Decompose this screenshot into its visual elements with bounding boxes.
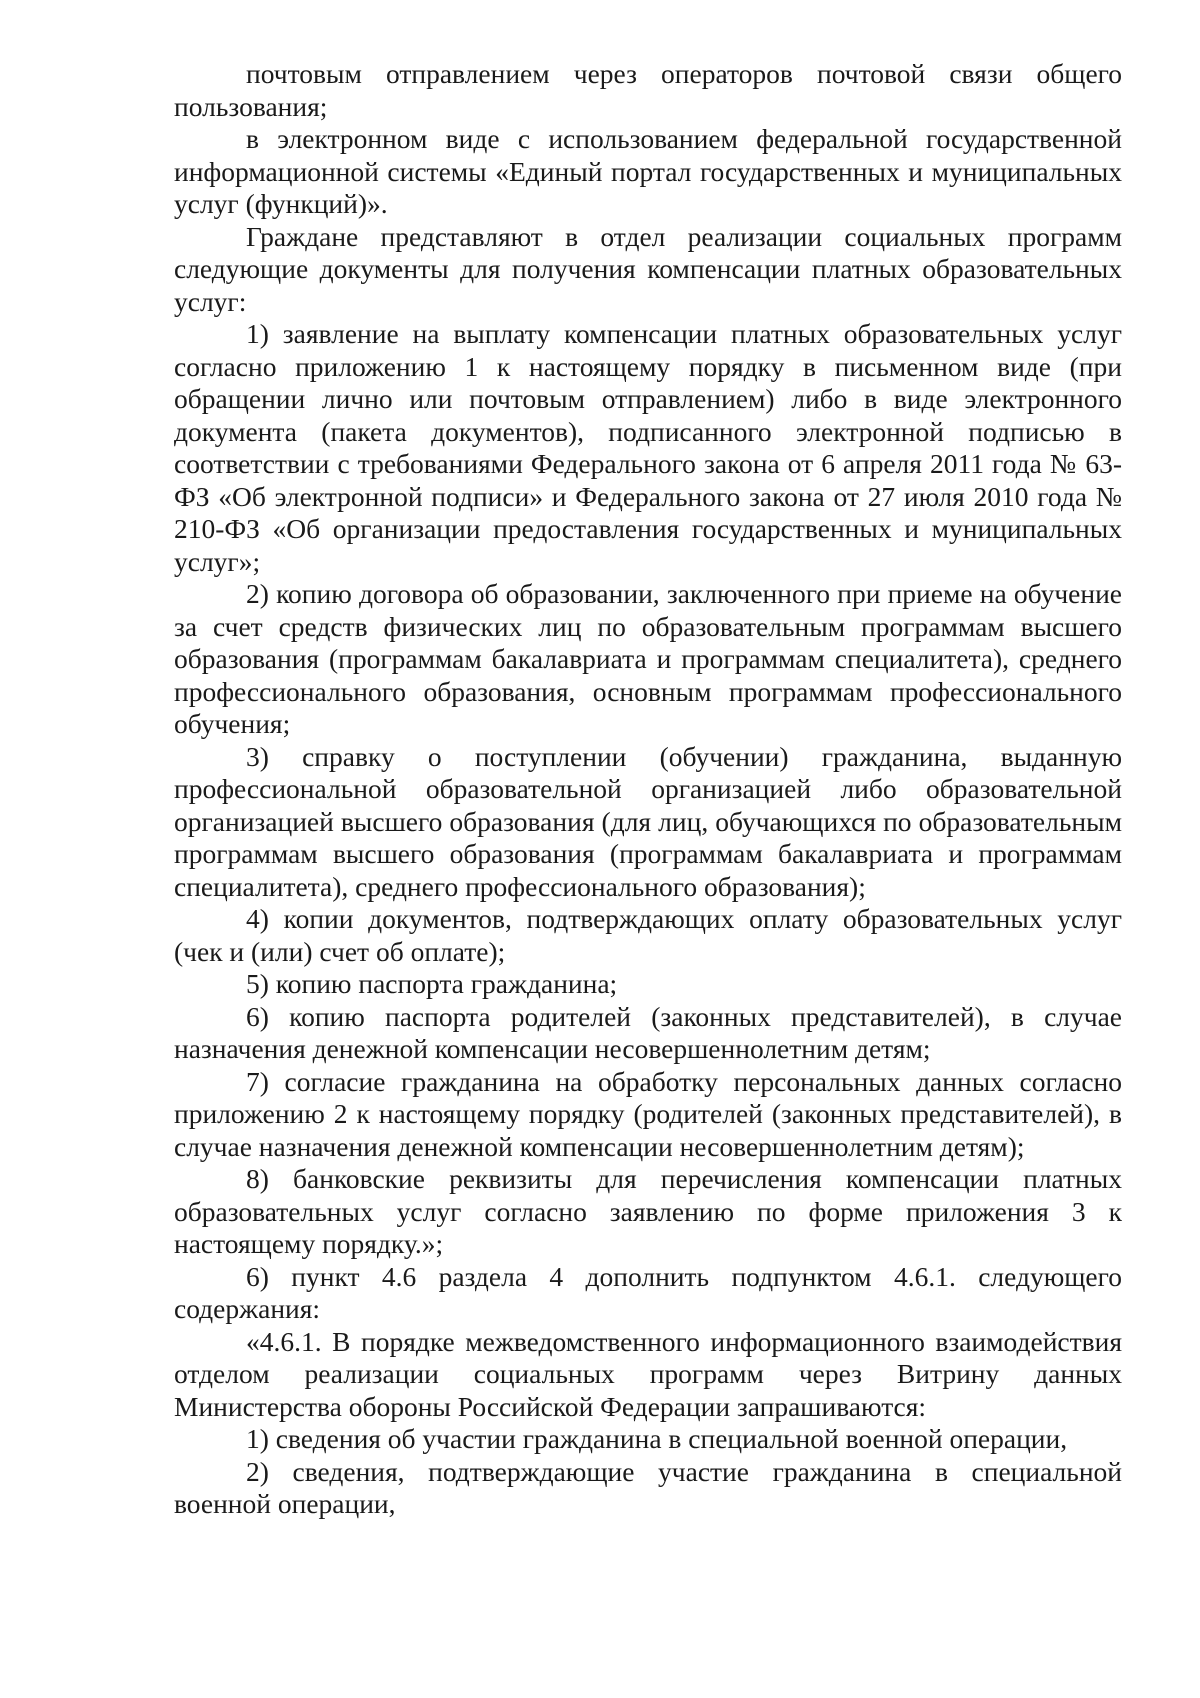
document-page: [174, 58, 1122, 1521]
paragraph-item-1-application: 1) заявление на выплату компенсации платных образовательных услуг согласно приложению 1 к настоящему порядку в письменном виде (при обращении лично или почтовым отправлением) либо в виде электронного документа (пакета документов), подписанного электронной подписью в соответствии с требованиями Федерального закона от 6 апреля 2011 года № 63-ФЗ «Об электронной подписи» и Федерального закона от 27 июля 2010 года № 210-ФЗ «Об организации предоставления государственных и муниципальных услуг»;: [174, 318, 1122, 577]
paragraph-request-1: 1) сведения об участии гражданина в специальной военной операции,: [246, 1423, 1068, 1454]
paragraph-citizens-submit: Граждане представляют в отдел реализации социальных программ следующие документы для получения компенсации платных образовательных услуг:: [174, 220, 1122, 317]
paragraph-item-6-parents-passport: 6) копию паспорта родителей (законных представителей), в случае назначения денежной компенсации несовершеннолетним детям;: [174, 1000, 1122, 1064]
paragraph-postal-delivery: почтовым отправлением через операторов почтовой связи общего пользования;: [174, 58, 1122, 122]
paragraph-4-6-1: «4.6.1. В порядке межведомственного информационного взаимодействия отделом реализации социальных программ через Витрину данных Министерства обороны Российской Федерации запрашиваются:: [174, 1325, 1122, 1422]
paragraph-item-8-bank-details: 8) банковские реквизиты для перечисления компенсации платных образовательных услуг согласно заявлению по форме приложения 3 к настоящему порядку.»;: [174, 1163, 1122, 1259]
paragraph-item-4-payment-docs: 4) копии документов, подтверждающих оплату образовательных услуг (чек и (или) счет об оплате);: [174, 903, 1122, 967]
paragraph-amendment-6: 6) пункт 4.6 раздела 4 дополнить подпунктом 4.6.1. следующего содержания:: [174, 1260, 1122, 1324]
paragraph-request-2: 2) сведения, подтверждающие участие гражданина в специальной военной операции,: [174, 1455, 1122, 1519]
paragraph-item-3-certificate: 3) справку о поступлении (обучении) гражданина, выданную профессиональной образовательной организацией либо образовательной организацией высшего образования (для лиц, обучающихся по образовательным программам высшего образования (программам бакалавриата и программам специалитета), среднего профессионального образования);: [174, 740, 1122, 902]
paragraph-item-5-passport: 5) копию паспорта гражданина;: [246, 968, 618, 999]
paragraph-item-2-contract: 2) копию договора об образовании, заключенного при приеме на обучение за счет средств физических лиц по образовательным программам высшего образования (программам бакалавриата и программам специалитета), среднего профессионального образования, основным программам профессионального обучения;: [174, 578, 1122, 739]
paragraph-item-7-consent: 7) согласие гражданина на обработку персональных данных согласно приложению 2 к настоящему порядку (родителей (законных представителей), в случае назначения денежной компенсации несовершеннолетним детям);: [174, 1065, 1122, 1162]
paragraph-electronic-form: в электронном виде с использованием федеральной государственной информационной системы «Единый портал государственных и муниципальных услуг (функций)».: [174, 123, 1122, 219]
